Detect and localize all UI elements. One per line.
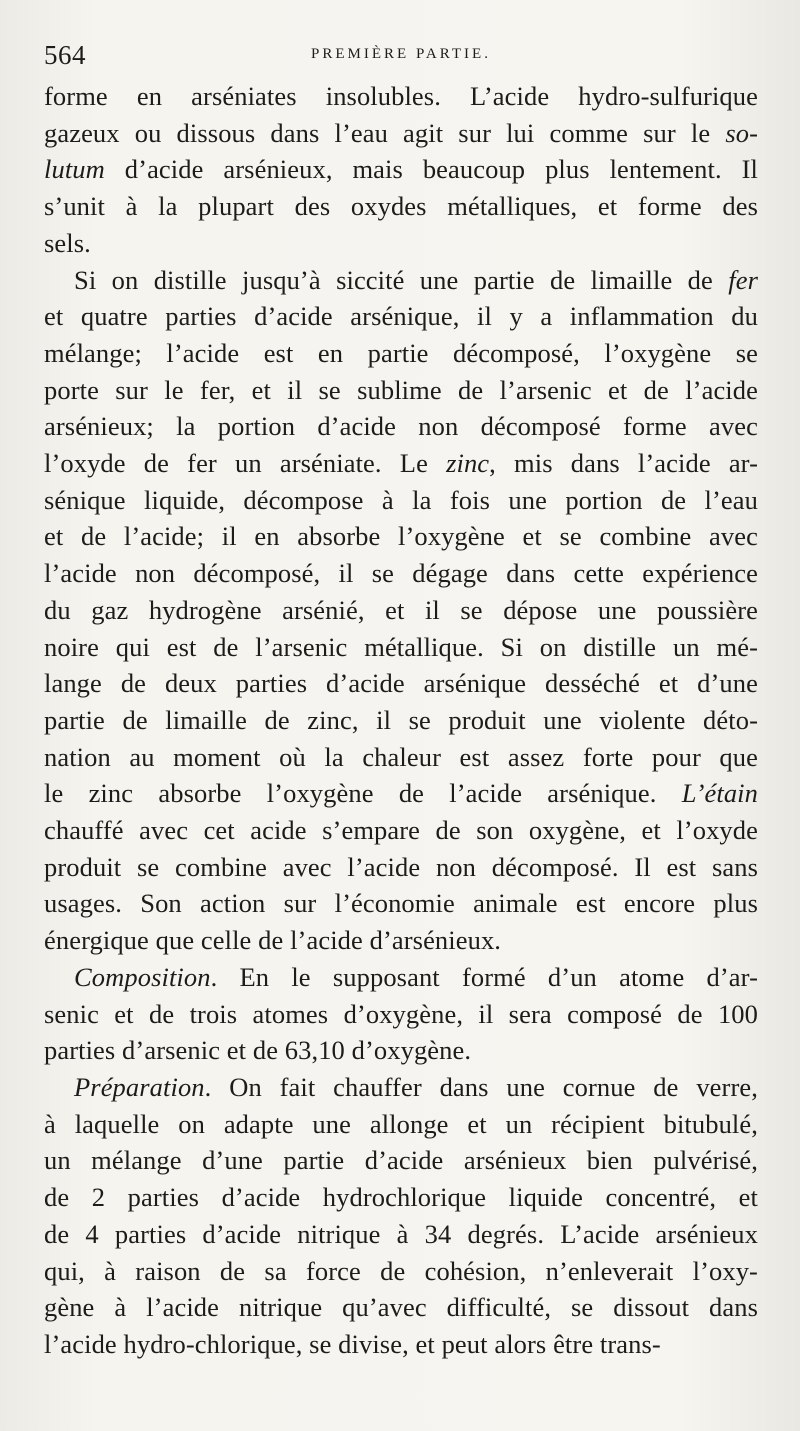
text-line (44, 885, 758, 922)
text-line (44, 996, 758, 1033)
paragraph (44, 78, 758, 262)
text-run: senic et de trois atomes d’oxygène, il sera composé de 100 (44, 998, 758, 1029)
text-line (44, 445, 758, 482)
paragraph (44, 959, 758, 1069)
text-run: l’oxyde de fer un arséniate. Le (44, 448, 447, 479)
text-run: mélange; l’acide est en partie décomposé, l’oxygène se (44, 337, 758, 368)
paragraph (44, 1069, 758, 1363)
text-line (44, 1326, 758, 1363)
text-line (44, 812, 758, 849)
text-line (44, 592, 758, 629)
text-line (44, 849, 758, 886)
text-line (44, 959, 758, 996)
text-run: noire qui est de l’arsenic métallique. Si on distille un mé- (44, 631, 758, 662)
text-run: partie de limaille de zinc, il se produit une violente déto- (44, 704, 758, 735)
text-line (44, 665, 758, 702)
text-run: , mis dans l’acide ar- (489, 448, 759, 479)
text-run: gazeux ou dissous dans l’eau agit sur lui comme sur le (44, 117, 726, 148)
text-line (44, 1179, 758, 1216)
text-run: d’acide arsénieux, mais beaucoup plus lentement. Il (104, 154, 758, 185)
running-head (44, 28, 758, 78)
text-run: lange de deux parties d’acide arsénique desséché et d’une (44, 668, 758, 699)
text-run: . On fait chauffer dans une cornue de verre, (204, 1071, 758, 1102)
text-run: le zinc absorbe l’oxygène de l’acide arsénique. (44, 778, 682, 809)
text-run: gène à l’acide nitrique qu’avec difficulté, se dissout dans (44, 1292, 758, 1323)
text-line (44, 1032, 758, 1069)
text-run: forme en arséniates insolubles. L’acide hydro-sulfurique (44, 81, 758, 111)
text-line (44, 1142, 758, 1179)
italic-text: fer (728, 264, 758, 295)
italic-text: zinc (446, 448, 490, 479)
text-line (44, 408, 758, 445)
italic-text: lutum (44, 154, 105, 185)
italic-text: so- (725, 117, 758, 148)
text-line (44, 1216, 758, 1253)
text-run: et quatre parties d’acide arsénique, il y a inflammation du (44, 301, 758, 332)
text-run: produit se combine avec l’acide non décomposé. Il est sans (44, 851, 758, 882)
italic-text: Préparation (74, 1071, 205, 1102)
text-run: . En le supposant formé d’un atome d’ar- (210, 961, 758, 992)
text-run: arsénieux; la portion d’acide non décomposé forme avec (44, 411, 758, 442)
text-line (44, 518, 758, 555)
body-text (44, 78, 758, 1363)
text-run: l’acide non décomposé, il se dégage dans cette expérience (44, 558, 758, 589)
text-line (44, 372, 758, 409)
italic-text: L’étain (681, 778, 758, 809)
text-line (44, 775, 758, 812)
text-run: porte sur le fer, et il se sublime de l’arsenic et de l’acide (44, 374, 758, 405)
text-line (44, 335, 758, 372)
text-run: énergique que celle de l’acide d’arsénieux. (44, 925, 502, 956)
text-line (44, 482, 758, 519)
text-line (44, 702, 758, 739)
text-line (44, 922, 758, 959)
text-line (44, 1289, 758, 1326)
text-line (44, 298, 758, 335)
text-run: sénique liquide, décompose à la fois une portion de l’eau (44, 484, 758, 515)
text-run: du gaz hydrogène arsénié, et il se dépose une poussière (44, 594, 758, 625)
text-run: qui, à raison de sa force de cohésion, n’enleverait l’oxy- (44, 1255, 758, 1286)
text-run: nation au moment où la chaleur est assez forte pour que (44, 741, 758, 772)
italic-text: Composition (74, 961, 211, 992)
text-line (44, 115, 758, 152)
text-line (44, 225, 758, 262)
text-line (44, 188, 758, 225)
text-run: à laquelle on adapte une allonge et un récipient bitubulé, (44, 1108, 758, 1139)
text-line (44, 78, 758, 115)
text-run: s’unit à la plupart des oxydes métalliques, et forme des (44, 191, 758, 222)
text-line (44, 629, 758, 666)
text-run: Si on distille jusqu’à siccité une partie de limaille de (74, 264, 729, 295)
page-number: 564 (44, 40, 86, 70)
text-line (44, 1106, 758, 1143)
running-title: PREMIÈRE PARTIE. (311, 46, 491, 62)
text-line (44, 151, 758, 188)
text-run: l’acide hydro-chlorique, se divise, et peut alors être trans- (44, 1328, 661, 1359)
text-run: parties d’arsenic et de 63,10 d’oxygène. (44, 1035, 472, 1066)
text-run: de 2 parties d’acide hydrochlorique liquide concentré, et (44, 1182, 758, 1213)
text-run: de 4 parties d’acide nitrique à 34 degrés. L’acide arsénieux (44, 1218, 758, 1249)
text-line (44, 1069, 758, 1106)
text-run: usages. Son action sur l’économie animale est encore plus (44, 888, 758, 919)
text-run: et de l’acide; il en absorbe l’oxygène et se combine avec (44, 521, 758, 552)
text-line (44, 262, 758, 299)
text-line (44, 555, 758, 592)
text-line (44, 1253, 758, 1290)
text-line (44, 739, 758, 776)
paragraph (44, 262, 758, 959)
text-run: chauffé avec cet acide s’empare de son oxygène, et l’oxyde (44, 815, 758, 846)
text-run: un mélange d’une partie d’acide arsénieux bien pulvérisé, (44, 1145, 758, 1176)
text-run: sels. (44, 227, 91, 258)
